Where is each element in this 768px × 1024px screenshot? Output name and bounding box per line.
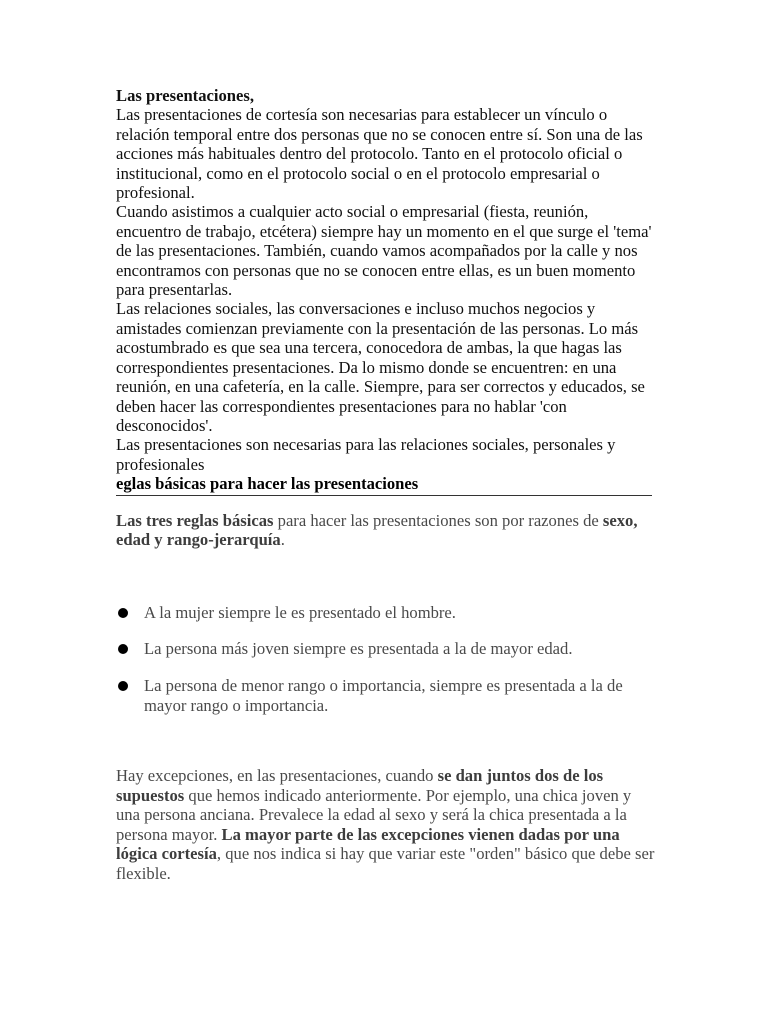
final-bold-1: se dan juntos dos de los supuestos [116,766,604,805]
final-paragraph [116,766,656,884]
paragraph-4: Las presentaciones son necesarias para las relaciones sociales, personales y profesionales [116,435,616,474]
rule-text: La persona más joven siempre es presentada a la de mayor edad. [144,639,573,659]
section-heading: eglas básicas para hacer las presentaciones [116,474,652,495]
intro-text-end: . [280,530,285,550]
paragraph-2: Cuando asistimos a cualquier acto social o empresarial (fiesta, reunión, encuentro de trabajo, etcétera) siempre hay un momento en el que surge el 'tema' de las presentaciones. También, cuando vamos acompañados por la calle y nos encontramos con personas que no se conocen entre ellas, es un buen momento para presentarlas. [116,202,652,300]
rule-text: La persona de menor rango o importancia, siempre es presentada a la de mayor rango o importancia. [144,675,623,715]
main-text-block [116,86,656,474]
bullet-icon [118,681,128,691]
rules-list [116,603,656,715]
bullet-icon [118,608,128,618]
bullet-icon [118,644,128,654]
intro-paragraph [116,511,656,550]
document-page [116,86,656,884]
list-item [116,603,656,623]
list-item [116,639,656,659]
final-text-2: que hemos indicado anteriormente. Por ejemplo, una chica joven y una persona anciana. Prevalece la edad al sexo y será la chica presentada a la persona mayor. [116,785,632,844]
document-title: Las presentaciones, [116,86,254,105]
intro-bold-end: sexo, edad y rango-jerarquía [116,510,638,550]
final-bold-2: La mayor parte de las excepciones vienen dadas por una lógica cortesía [116,824,620,864]
intro-text-middle: para hacer las presentaciones son por razones de [273,510,603,530]
final-text-1: Hay excepciones, en las presentaciones, cuando [116,766,438,786]
paragraph-1: Las presentaciones de cortesía son necesarias para establecer un vínculo o relación temporal entre dos personas que no se conocen entre sí. Son una de las acciones más habituales dentro del protocolo. Tanto en el protocolo oficial o institucional, como en el protocolo social o en el protocolo empresarial o profesional. [116,105,643,203]
rule-text: A la mujer siempre le es presentado el hombre. [144,602,456,622]
paragraph-3: Las relaciones sociales, las conversaciones e incluso muchos negocios y amistades comienzan previamente con la presentación de las personas. Lo más acostumbrado es que sea una tercera, conocedora de ambas, la que hagas las correspondientes presentaciones. Da lo mismo donde se encuentren: en una reunión, en una cafetería, en la calle. Siempre, para ser correctos y educados, se deben hacer las correspondientes presentaciones para no hablar 'con desconocidos'. [116,299,645,435]
intro-bold-start: Las tres reglas básicas [116,510,274,530]
list-item [116,676,656,715]
final-text-3: , que nos indica si hay que variar este "orden" básico que debe ser flexible. [116,844,655,884]
